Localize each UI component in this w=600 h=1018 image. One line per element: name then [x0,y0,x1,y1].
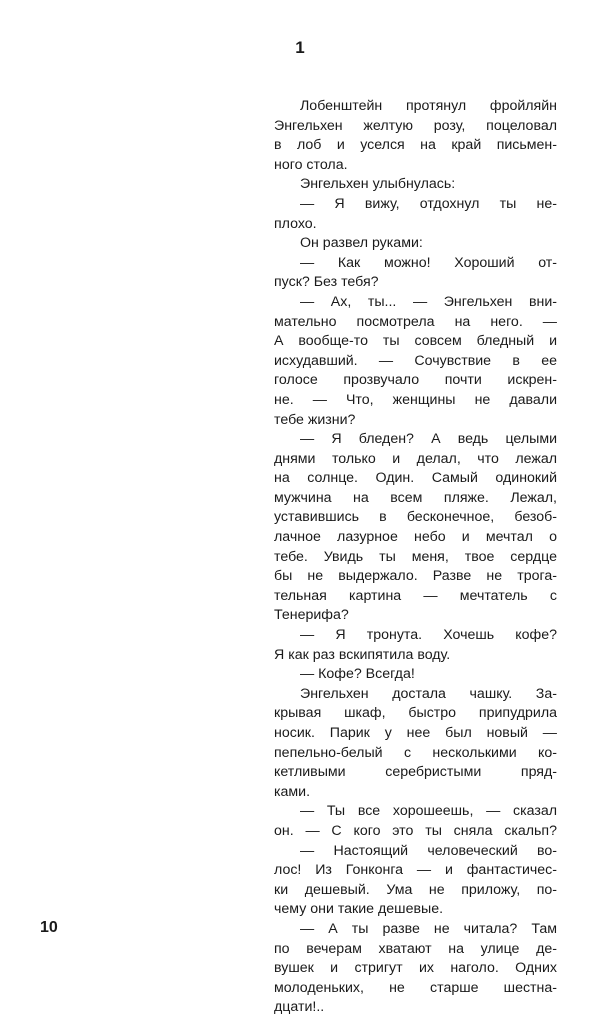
text-line: Энгельхен улыбнулась: [300,176,456,193]
text-line: он. — С кого это ты сняла скальп? [274,822,557,839]
page-number: 10 [40,919,58,936]
text-line: тебе. Увидь ты меня, твое сердце [274,548,557,565]
body-text [274,97,557,1018]
text-line: — Я тронута. Хочешь кофе? [300,627,557,644]
text-line: Тенерифа? [274,607,349,624]
text-line: на солнце. Один. Самый одинокий [274,470,557,487]
text-line: днями только и делал, что лежал [274,450,557,467]
text-line: голосе прозвучало почти искрен- [274,372,557,389]
text-line: Энгельхен достала чашку. За- [300,685,557,702]
text-line: ками. [274,783,311,800]
text-line: лачное лазурное небо и мечтал о [274,529,557,546]
text-line: — Как можно! Хороший от- [300,254,557,271]
text-line: А вообще-то ты совсем бледный и [274,333,557,350]
text-line: — Ты все хорошеешь, — сказал [300,803,557,820]
text-line: носик. Парик у нее был новый — [274,725,557,741]
text-line: крывая шкаф, быстро припудрила [274,705,557,722]
text-line: пепельно-белый с несколькими ко- [274,744,557,761]
text-line: чему они такие дешевые. [274,901,444,918]
text-line: тельная картина — мечтатель с [274,587,557,604]
text-line: ки дешевый. Ума не приложу, по- [274,881,557,898]
text-line: лос! Из Гонконга — и фантастичес- [274,862,557,879]
chapter-number: 1 [295,38,305,57]
text-line: Я как раз вскипятила воду. [274,646,451,663]
text-line: — Настоящий человеческий во- [300,842,557,859]
text-line: не. — Что, женщины не давали [274,391,557,408]
text-line: пуск? Без тебя? [274,274,379,291]
text-line: плохо. [274,215,317,232]
text-line: — Кофе? Всегда! [300,666,415,683]
text-line: кетливыми серебристыми пряд- [274,764,557,781]
text-line: мужчина на всем пляже. Лежал, [274,489,557,506]
text-line: мательно посмотрела на него. — [274,313,557,330]
text-line: — Я бледен? А ведь целыми [300,431,557,448]
text-line: Он развел руками: [300,235,423,252]
text-line: — Ах, ты... — Энгельхен вни- [300,293,557,310]
text-line: уставившись в бесконечное, безоб- [274,509,557,526]
text-line: дцати!.. [274,999,325,1016]
text-line: исхудавший. — Сочувствие в ее [274,352,557,369]
text-line: бы не выдержало. Разве не трога- [274,568,557,585]
text-line: — Я вижу, отдохнул ты не- [300,195,557,212]
text-line: тебе жизни? [274,411,356,428]
text-line: в лоб и уселся на край письмен- [274,137,557,154]
text-line: вушек и стригут их наголо. Одних [274,960,557,977]
text-line: по вечерам хватают на улице де- [274,940,557,957]
text-line: ного стола. [274,156,348,173]
text-line: Лобенштейн протянул фройляйн [300,98,557,114]
text-line: Энгельхен желтую розу, поцеловал [274,117,557,134]
text-line: — А ты разве не читала? Там [300,920,557,937]
text-line: молоденьких, не старше шестна- [274,979,557,996]
